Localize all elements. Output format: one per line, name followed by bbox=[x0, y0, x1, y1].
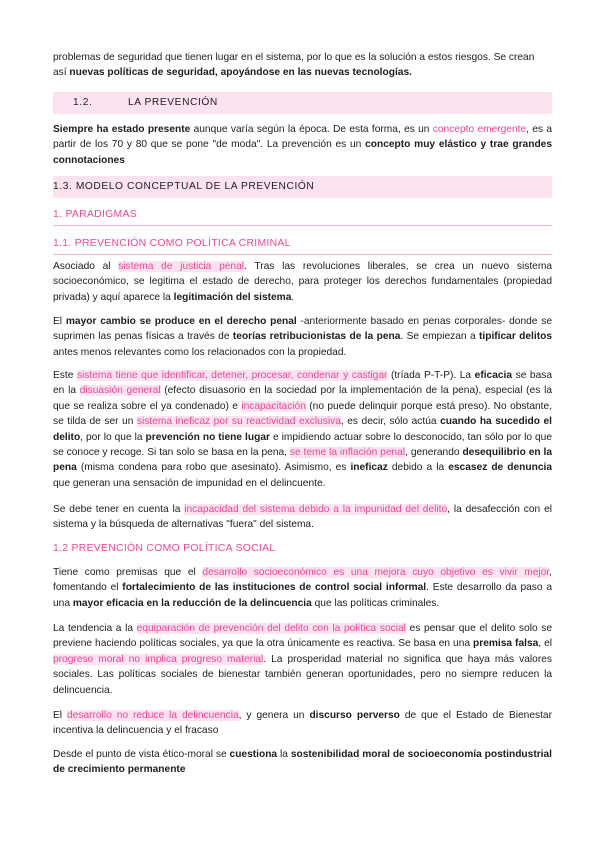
section-heading-1-3: 1.3. MODELO CONCEPTUAL DE LA PREVENCIÓN bbox=[53, 176, 552, 198]
paragraph-5: Tiene como premisas que el desarrollo socioeconómico es una mejora cuyo objetivo es vivir mejor, fomentando el fortalecimiento de las instituciones de control social informal. Este desarrollo da paso a una mayor eficacia en la reducción de la delincuencia que las políticas criminales. bbox=[53, 567, 552, 609]
paragraph-1: Asociado al sistema de justicia penal. Tras las revoluciones liberales, se crea un nuevo sistema socioeconómico, se legitima el estado de derecho, para proteger los derechos fundamentales (propiedad privada) y aquí aparece la legitimación del sistema. bbox=[53, 261, 553, 303]
paragraph-2: El mayor cambio se produce en el derecho penal -anteriormente basado en penas corporales- donde se suprimen las penas físicas a través de teorías retribucionistas de la pena. Se empiezan a tipificar delitos antes menos relevantes como los relacionados con la propiedad. bbox=[53, 316, 553, 358]
paragraph-7: El desarrollo no reduce la delincuencia, y genera un discurso perverso de que el Estado de Bienestar incentiva la delincuencia y el fracaso bbox=[53, 710, 552, 737]
section-heading-1-2: 1.2. LA PREVENCIÓN bbox=[53, 92, 552, 114]
paragraph-4: Se debe tener en cuenta la incapacidad del sistema debido a la impunidad del delito, la desafección con el sistema y la búsqueda de alternativas "fuera" del sistema. bbox=[53, 504, 552, 531]
politica-criminal-heading: 1.1. PREVENCIÓN COMO POLÍTICA CRIMINAL bbox=[53, 236, 552, 255]
intro-paragraph: problemas de seguridad que tienen lugar en el sistema, por lo que es la solución a estos riesgos. Se crean así nuevas políticas de seguridad, apoyándose en las nuevas tecnologías. bbox=[53, 52, 535, 79]
paradigmas-heading: 1. PARADIGMAS bbox=[53, 207, 552, 226]
paragraph-8: Desde el punto de vista ético-moral se cuestiona la sostenibilidad moral de socioeconomía postindustrial de crecimiento permanente bbox=[53, 749, 553, 776]
paragraph-3: Este sistema tiene que identificar, detener, procesar, condenar y castigar (tríada P-T-P). La eficacia se basa en la disuasión general (efecto disuasorio en la sociedad por la implementación de la pena), especial (es la que se realiza sobre el ya condenado) e incapacitación (no puede delinquir porque está preso). No obstante, se tilda de ser un sistema ineficaz por su reactividad exclusiva, es decir, sólo actúa cuando ha sucedido el delito, por lo que la prevención no tiene lugar e impidiendo actuar sobre lo desconocido, tan sólo por lo que se conoce y recoge. Si tan solo se basa en la pena, se teme la inflación penal, generando desequilibrio en la pena (misma condena para robo que asesinato). Asimismo, es ineficaz debido a la escasez de denuncia que generan una sensación de impunidad en el delincuente. bbox=[53, 370, 553, 489]
prevention-paragraph: Siempre ha estado presente aunque varía según la época. De esta forma, es un concepto emergente, es a partir de los 70 y 80 que se pone "de moda". La prevención es un concepto muy elástico y trae grandes connotaciones bbox=[53, 124, 553, 166]
politica-social-heading: 1.2 PREVENCIÓN COMO POLÍTICA SOCIAL bbox=[53, 543, 276, 554]
paragraph-6: La tendencia a la equiparación de prevención del delito con la política social es pensar que el delito solo se previene haciendo políticas sociales, ya que la otra únicamente es reactiva. Se basa en una premisa falsa, el progreso moral no implica progreso material. La prosperidad material no significa que haya más valores sociales. Las políticas sociales de bienestar también generan oportunidades, pero no siempre reducen la delincuencia. bbox=[53, 623, 553, 696]
